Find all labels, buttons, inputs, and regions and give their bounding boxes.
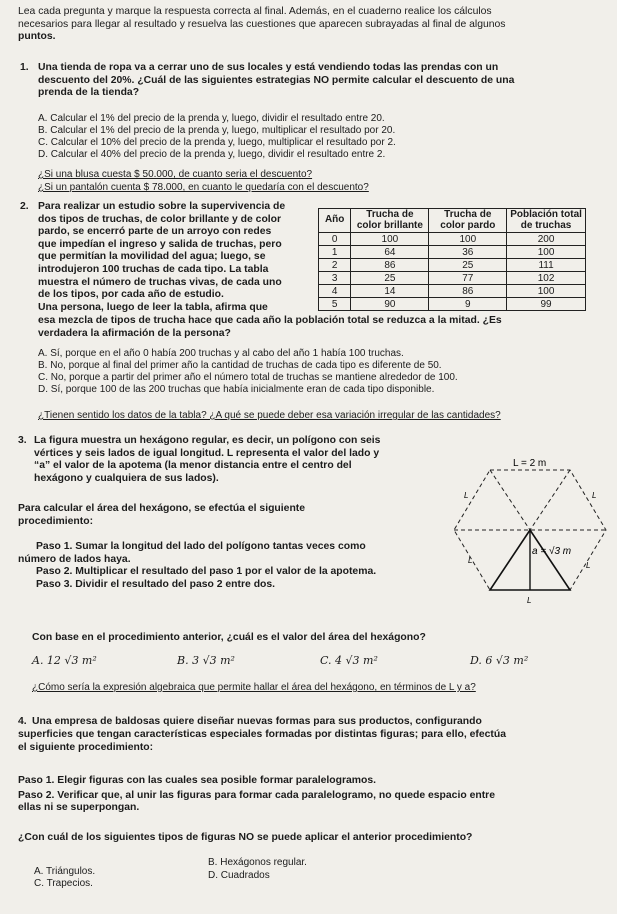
q1-subquestion-1: ¿Si una blusa cuesta $ 50.000, de cuanto seria el descuento? (38, 169, 313, 180)
table-header: Trucha de color brillante (351, 209, 429, 233)
table-cell: 25 (429, 259, 507, 272)
table-row (319, 272, 586, 285)
q1-option-c[interactable]: C. Calcular el 10% del precio de la prenda y, luego, multiplicar el resultado por 2. (38, 137, 396, 148)
table-cell: 100 (351, 233, 429, 246)
q4-option-d[interactable]: D. Cuadrados (208, 870, 270, 881)
table-cell: 86 (429, 285, 507, 298)
table-row (319, 285, 586, 298)
hexagon-figure (450, 450, 610, 610)
table-cell: 200 (507, 233, 586, 246)
q4-stem-line: el siguiente procedimiento: (18, 741, 154, 753)
q2-stem (38, 201, 328, 302)
q4-option-b[interactable]: B. Hexágonos regular. (208, 857, 307, 868)
q4-stem-line: superficies que tengan características especiales formadas por distintas figuras; para ello, efectúa (18, 729, 506, 740)
table-row (319, 259, 586, 272)
apothem-label: a = √3 m (532, 546, 572, 557)
table-header: Trucha de color pardo (429, 209, 507, 233)
instructions-line: puntos. (18, 31, 56, 43)
q2-stem-line: muestra el número de truchas vivas, de cada uno (38, 276, 282, 288)
q2-after-2: esa mezcla de tipos de trucha hace que cada año la población total se reduzca a la mitad. ¿Es (38, 315, 502, 326)
side-label: L (586, 561, 591, 570)
q3-question: Con base en el procedimiento anterior, ¿cuál es el valor del área del hexágono? (32, 632, 426, 643)
q4-option-a[interactable]: A. Triángulos. (34, 866, 96, 877)
table-cell: 100 (429, 233, 507, 246)
q2-after-1: Una persona, luego de leer la tabla, afirma que (38, 302, 268, 313)
q1-options (38, 113, 598, 161)
table-cell: 90 (351, 298, 429, 311)
q4-option-c[interactable]: C. Trapecios. (34, 878, 93, 889)
q2-option-d[interactable]: D. Sí, porque 100 de las 200 truchas que había inicialmente eran de cada tipo disponible. (38, 384, 435, 395)
instructions-line: Lea cada pregunta y marque la respuesta correcta al final. Además, en el cuaderno realice los cálculos (18, 6, 492, 17)
q3-option-d[interactable]: D. 6 √3 m² (470, 654, 529, 667)
q3-step-line: número de lados haya. (18, 553, 131, 565)
q1-option-b[interactable]: B. Calcular el 1% del precio de la prenda y, luego, multiplicar el resultado por 20. (38, 125, 396, 136)
instructions-line: necesarios para llegar al resultado y resuelva las cuestiones que aparecen subrayadas al final de algunos (18, 18, 506, 30)
q1-subquestion-2: ¿Si un pantalón cuenta $ 78.000, en cuanto le quedaría con el descuento? (38, 182, 369, 193)
table-cell: 100 (507, 285, 586, 298)
table-cell: 36 (429, 246, 507, 259)
table-row (319, 246, 586, 259)
table-header: Año (319, 209, 351, 233)
q4-question: ¿Con cuál de los siguientes tipos de figuras NO se puede aplicar el anterior procedimiento? (18, 832, 473, 843)
q3-stem-line: “a” el valor de la apotema (la menor distancia entre el centro del (34, 460, 352, 472)
table-cell: 86 (351, 259, 429, 272)
q2-option-b[interactable]: B. No, porque al final del primer año la cantidad de truchas de cada tipo es diferente de 50. (38, 360, 442, 371)
q4-step-line: ellas ni se superpongan. (18, 802, 140, 814)
q3-stem-line: vértices y seis lados de igual longitud. L representa el valor del lado y (34, 447, 380, 459)
q2-stem-line: de los tipos, por cada año de estudio. (38, 289, 224, 301)
q4-stem-cont (18, 729, 613, 754)
q1-stem-line: descuento del 20%. ¿Cuál de las siguientes estrategias NO permite calcular el descuento de una (38, 74, 515, 86)
q1-option-a[interactable]: A. Calcular el 1% del precio de la prenda y, luego, dividir el resultado entre 20. (38, 113, 385, 124)
q3-procedure-line: procedimiento: (18, 515, 94, 527)
side-label: L (592, 491, 597, 500)
q1-stem (38, 62, 608, 100)
table-header-row (319, 209, 586, 233)
trout-table (318, 208, 586, 311)
side-label: L (464, 491, 469, 500)
table-cell: 4 (319, 285, 351, 298)
q1-option-d[interactable]: D. Calcular el 40% del precio de la prenda y, luego, dividir el resultado entre 2. (38, 149, 386, 160)
q4-step-line: Paso 1. Elegir figuras con las cuales sea posible formar paralelogramos. (18, 775, 377, 786)
q3-option-a[interactable]: A. 12 √3 m² (32, 654, 97, 667)
q4-stem-line: Una empresa de baldosas quiere diseñar nuevas formas para sus productos, configurando (32, 716, 482, 727)
q3-step-line: Paso 1. Sumar la longitud del lado del polígono tantas veces como (36, 541, 366, 552)
q2-options (38, 348, 608, 396)
table-header: Población total de truchas (507, 209, 586, 233)
q2-stem-line: Para realizar un estudio sobre la supervivencia de (38, 201, 286, 212)
table-row (319, 298, 586, 311)
table-row (319, 233, 586, 246)
table-cell: 111 (507, 259, 586, 272)
q1-stem-line: Una tienda de ropa va a cerrar uno de sus locales y está vendiendo todas las prendas con un (38, 62, 499, 73)
side-label: L (468, 556, 473, 565)
q3-stem-line: hexágono y cualquiera de sus lados). (34, 472, 219, 484)
q3-step-line: Paso 2. Multiplicar el resultado del paso 1 por el valor de la apotema. (36, 566, 377, 578)
q2-option-c[interactable]: C. No, porque a partir del primer año el número total de truchas se mantiene alrededor de 100. (38, 372, 458, 383)
q2-stem-line: dos tipos de truchas, de color brillante y de color (38, 213, 282, 225)
table-cell: 102 (507, 272, 586, 285)
table-cell: 100 (507, 246, 586, 259)
q3-procedure-intro (18, 503, 448, 528)
q2-stem-line: que impedían el ingreso y salida de truchas, pero (38, 238, 282, 250)
q3-option-b[interactable]: B. 3 √3 m² (177, 654, 235, 667)
side-length-label: L = 2 m (513, 458, 547, 469)
q3-steps (18, 541, 466, 591)
instructions (18, 6, 608, 44)
q1-number: 1. (20, 62, 29, 73)
q3-stem-line: La figura muestra un hexágono regular, es decir, un polígono con seis (34, 435, 381, 446)
q3-stem (34, 435, 454, 485)
table-cell: 0 (319, 233, 351, 246)
q2-number: 2. (20, 201, 29, 212)
table-cell: 1 (319, 246, 351, 259)
q4-step-line: Paso 2. Verificar que, al unir las figuras para formar cada paralelogramo, no quede espacio entre (18, 789, 495, 801)
q3-option-c[interactable]: C. 4 √3 m² (320, 654, 378, 667)
q1-stem-line: prenda de la tienda? (38, 87, 140, 99)
table-cell: 64 (351, 246, 429, 259)
table-cell: 5 (319, 298, 351, 311)
q4-number: 4. (18, 716, 27, 727)
table-cell: 2 (319, 259, 351, 272)
table-cell: 14 (351, 285, 429, 298)
table-cell: 99 (507, 298, 586, 311)
q2-stem-line: introdujeron 100 truchas de cada tipo. La tabla (38, 263, 269, 275)
q3-subquestion: ¿Cómo sería la expresión algebraica que permite hallar el área del hexágono, en términos de L y a? (32, 682, 476, 693)
q4-steps (18, 775, 613, 815)
q3-step-line: Paso 3. Dividir el resultado del paso 2 entre dos. (36, 578, 276, 590)
q2-after-3: verdadera la afirmación de la persona? (38, 328, 231, 339)
q4-stem (18, 716, 613, 729)
side-label: L (527, 596, 532, 605)
table-cell: 3 (319, 272, 351, 285)
q3-procedure-line: Para calcular el área del hexágono, se efectúa el siguiente (18, 503, 306, 514)
q2-option-a[interactable]: A. Sí, porque en el año 0 había 200 truchas y al cabo del año 1 había 100 truchas. (38, 348, 404, 359)
table-cell: 25 (351, 272, 429, 285)
q2-stem-line: que permitían la movilidad del agua; luego, se (38, 251, 266, 263)
q2-subquestion: ¿Tienen sentido los datos de la tabla? ¿A qué se puede deber esa variación irregular de las cantidades? (38, 410, 501, 421)
table-cell: 9 (429, 298, 507, 311)
q3-number: 3. (18, 435, 27, 446)
table-cell: 77 (429, 272, 507, 285)
q2-stem-line: pardo, se encerró parte de un arroyo con redes (38, 226, 272, 238)
